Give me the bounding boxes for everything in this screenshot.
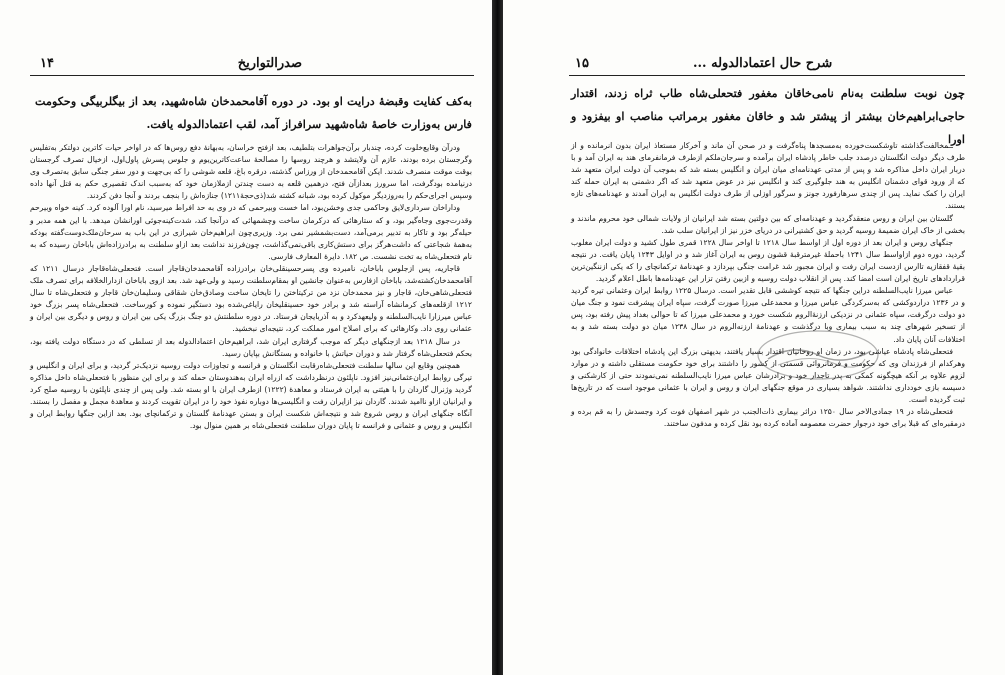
body-text [30,142,472,662]
body-text [571,140,965,662]
lead-paragraph: به‌کف کفایت وقبضهٔ درایت او بود. در دوره آقامحمدخان شاه‌شهید، بعد از بیگلربیگی وحکومت فارس به‌وزارت خاصهٔ شاه‌شهید سرافراز آمد، لقب اعتمادالدوله یافت. [35,94,472,131]
header-rule [569,75,965,76]
body-paragraph: فتحعلی‌شاه پادشاه عیاشی بود، در زمان او روحانیان اقتدار بسیار یافتند، بدیهتی بزرگ این پادشاه اختلافات خانوادگی بود وهرکدام از فرزندان وی که حکومت و فرمانروائی قسمتی از کشور را داشتند برای خود حکومت مستقلی داشته و در موارد لزوم علاوه بر آنکه هیچگونه کمکی به پدر تاجدار خود و برادرشان عباس میرزا نایب‌السلطنه نمی‌نمودند حتی از کارشکنی و دسیسه بازی خودداری نداشتند. شواهد بسیاری در موقع جنگهای ایران و روس و ایران با عثمانی موجود است که در تاریخ‌ها ثبت گردیده است. [571,346,965,404]
left-page [0,0,492,675]
body-paragraph: فتحعلی‌شاه در ۱۹ جمادی‌الاخر سال ۱۲۵۰ دراثر بیماری ذات‌الجنب در شهر اصفهان فوت کرد وجسدش را به قم برده و درمقبره‌ای که قبلا برای خود درجوار حضرت معصومه آماده کرده بود نقل کرده و مدفون ساختند. [571,407,965,429]
lead-paragraph: چون نوبت سلطنت به‌نام نامی‌خاقان مغفور فتحعلی‌شاه طاب ثراه زدند، اقتدار حاجی‌ابراهیم‌خان بیشتر از پیشتر شد و خاقان مغفور برمراتب مناصب او بیفزود و اورا [571,86,965,146]
right-page [503,0,1005,675]
body-paragraph: عباس میرزا نایب‌السلطنه دراین جنگها که نتیجه کوششی قابل تقدیر است. درسال ۱۲۲۵ روابط ایران وعثمانی تیره گردید و در ۱۲۳۶ دراردوکشی که به‌سرکردگی عباس میرزا و محمدعلی میرزا صورت گرفت، سپاه ایران پیشرفت نمود و جنگ میان دو دولت درگرفت، سپاه عثمانی در نزدیکی ارزنهٔ‌الروم شکست خورد و محمدعلی میرزا که تا حوالی بغداد پیش رفته بود، پس از تسخیر شهرهای چند به سبب بیماری وبا درگذشت و عهدنامهٔ ارزنه‌الروم در سال ۱۲۳۸ میان دو دولت بسته شد و به اختلافات آنان پایان داد. [571,286,966,344]
body-paragraph: قاجاریه، پس ازجلوس باباخان، نامبرده وی پسرحسینقلی‌خان برادرزاده آقامحمدخان‌قاجار است. فتحعلی‌شاه‌قاجار درسال ۱۲۱۱ که آقامحمدخان‌کشته‌شد، باباخان ازفارس به‌عنوان جانشین او بمقام‌سلطنت رسید و ولی‌عهد شد. بعد ازوی باباخان ازدارالخلافه برای تصرف ملک فتحعلی‌شاهی‌خان، قاجار و نیز محمدخان نزد من ترکیتاختن را تایخان ساخت وصادق‌خان شقاقی وسلیمان‌خان قاجار و فتحعلی‌شاه تا سال ۱۲۱۲ ازقلعه‌های کرمانشاه آراسته شد و برادر خود حسینقلیخان رایاغی‌شده بود دستگیر نموده و کورساخت. فتحعلی‌شاه پسر بزرگ خود عباس میرزارا نایب‌السلطنه و ولیعهدکرد و به آذربایجان فرستاد. در دوره سلطنتش دو جنگ بزرگ یکی بین ایران و روس و دیگری بین ایران و عثمانی روی داد. وکارهائی که برای اصلاح امور مملکت کرد، نتیجه‌ای نبخشید. [30,263,472,334]
running-title: شرح حال اعتمادالدوله ... [693,56,833,71]
body-paragraph: وداراخان سرداری‌لایق وحاکمی جدی وخشن‌بود، اما خست وبیرحمی که در وی به حد افراط میرسید، نام اورا آلوده کرد. کینه خواه وبیرحم وقدرت‌جوی وجاه‌گیر بود، و که ستارهائی که درکرمان ساخت وچشمهائی که درآنجا کند، شدت‌کینه‌جوئی اورانشان میدهد. با این همه مدبر و حیله‌گر بود و تاکار به تدبیر برمی‌آمد، دست‌بشمشیر نمی برد. وزیری‌چون ابراهیم‌خان شیرازی در این باب به سرحان‌ملک‌دوست‌گفته بودکه به‌همهٔ شجاعتی که داشت‌هرگز برای دستش‌کاری باقی‌نمی‌گذاشت، چون‌فرزند نداشت بعد ازاو سلطنت به برادرزاده‌اش باباخان رسیده که به نام فتحعلی‌شاه به تخت نشست. ص ۱۸۲. دایرهٔ المعارف فارسی. [30,203,472,261]
page-number: ۱۵ [575,56,589,71]
body-paragraph: جنگهای روس و ایران بعد از دوره اول از اواسط سال ۱۲۱۸ تا اواخر سال ۱۲۲۸ قمری طول کشید و دولت ایران مغلوب گردید، دوره دوم ازاواسط سال ۱۲۴۱ باحملهٔ غیرمترقبهٔ قشون روس به ایران آغاز شد و در اوایل ۱۲۴۳ پایان یافت. در نتیجه بقیهٔ قفقازیه تاارس ازدست ایران رفت و ایران مجبور شد غرامت جنگی بپردازد و عهدنامهٔ ترکمانچای را که یکی ازننگین‌ترین قراردادهای تاریخ ایران است امضا کند. پس از انقلاب دولت روسیه و ازبین رفتن تزار این عهدنامه‌ها باطل اعلام گردید. [571,237,965,284]
body-paragraph: ــمخالفت‌گذاشته تاوشکست‌خورده به‌مسجد‌ها پناه‌گرفت و در صحن آن ماند و آخرکار مستعاذ ایران بدون انرمانده و از طرف دیگر دولت انگلستان درصدد جلب خاطر پادشاه ایران برآمده و سرجان‌ملکم ازطرف فرمانفرمای هند به ایران آمد و با دربار ایران داخل مذاکره شد و پس از مدتی عهدنامه‌ای میان ایران و انگلیس بسته شد که بموجب آن دولت ایران متعهد شد که از ورود قوای دشمنان انگلیس به هند جلوگیری کند و انگلیس نیز در عوض متعهد شد که اگر دشمنی به ایران حمله کند ایران را کمک نماید. پس از چندی سرهارفورد جونز و سرگور اوزلی از طرف دولت انگلیس به ایران آمدند و عهدنامه‌های تازه بستند. [571,141,965,211]
page-number: ۱۴ [40,56,54,71]
body-paragraph: همچنین وقایع این سالها سلطنت فتحعلی‌شاه‌رقابت انگلستان و فرانسه و تجاوزات دولت روسیه نزدیک‌تر گردید، و برای ایران و انگلیس و تیرگی روابط ایران‌عثمانی‌نیز افزود. ناپلئون درنظرداشت که ازراه ایران به‌هندوستان حمله کند و برای این منظور با فتحعلی‌شاه داخل مذاکره گردید وژنرال گاردان را با هیئتی به ایران فرستاد و معاهدهٔ (۱۲۲۲) ازطرف ایران با او بسته شد. ولی پس از چندی ناپلئون با روسیه صلح کرد و ایرانیان ازاو ناامید شدند. گاردان نیز ازایران رفت و انگلیسی‌ها دوباره نفوذ خود را در ایران تقویت کردند و معاهدهٔ مجمل و مفصل را بستند. آنگاه جنگهای ایران و روس شروع شد و نتیجه‌اش شکست ایران و بستن عهدنامهٔ گلستان و ترکمانچای بود. بعد ازاین جنگها روابط ایران و انگلیس و روس و عثمانی و فرانسه تا پایان دوران سلطنت فتحعلی‌شاه بر همین منوال بود. [30,360,472,431]
running-title: صدرالتواریخ [237,56,302,71]
body-paragraph: ودرآن وقایع‌خلوت کرده، چندبار برآن‌جواهرات بتلطیف، بعد ازفتح خراسان، به‌بهانهٔ دفع روس‌ها که در اواخر حیات کاترین دولتکر به‌تفلیس وگرجستان برده بودند، عازم آن ولایتشد و هرچند روسها را مصالحهٔ ساعت‌کاترین‌یوم و جلوس پسرش پاول‌اول، ازخیال تصرف گرجستان بوقت موقت منصرف شدند. ایکن آقامحمدخان از ورزاس گذشته، درقره باغ، قلعه شوشی را که بی‌جهت و دور سفر جنگی سابق به‌تصرف وی درنیامده بودگرفت، اما سرورز بعدازآن فتح، درهمین قلعه به دست چندتن ازملازمان خود که به‌سبب اندک تقصیری حکم به قتل آنها داده وسپس اجرای‌حکم را به‌روزدیگر موکول کرده بود، شبانه کشته شد(ذی‌حجهٔ۱۲۱۱) جنازه‌اش را بنجف بردند و آنجا دفن کردند. [30,143,472,201]
body-paragraph: در سال ۱۲۱۸ بعد ازجنگهای دیگر که موجب گرفتاری ایران شد، ابراهیم‌خان اعتمادالدوله بعد از تسلطی که در دستگاه دولت یافته بود، بحکم فتحعلی‌شاه گرفتار شد و دوران حیاتش با خانواده و بستگانش بپایان رسید. [30,336,472,358]
header-rule [30,75,474,76]
body-paragraph: گلستان بین ایران و روس منعقدگردید و عهدنامه‌ای که بین دولتین بسته شد ایرانیان از ولایات شمالی خود محروم ماندند و بخشی از خاک ایران ضمیمهٔ روسیه گردید و حق کشتیرانی در دریای خزر نیز از ایرانیان سلب شد. [571,213,965,235]
book-gutter [492,0,503,675]
